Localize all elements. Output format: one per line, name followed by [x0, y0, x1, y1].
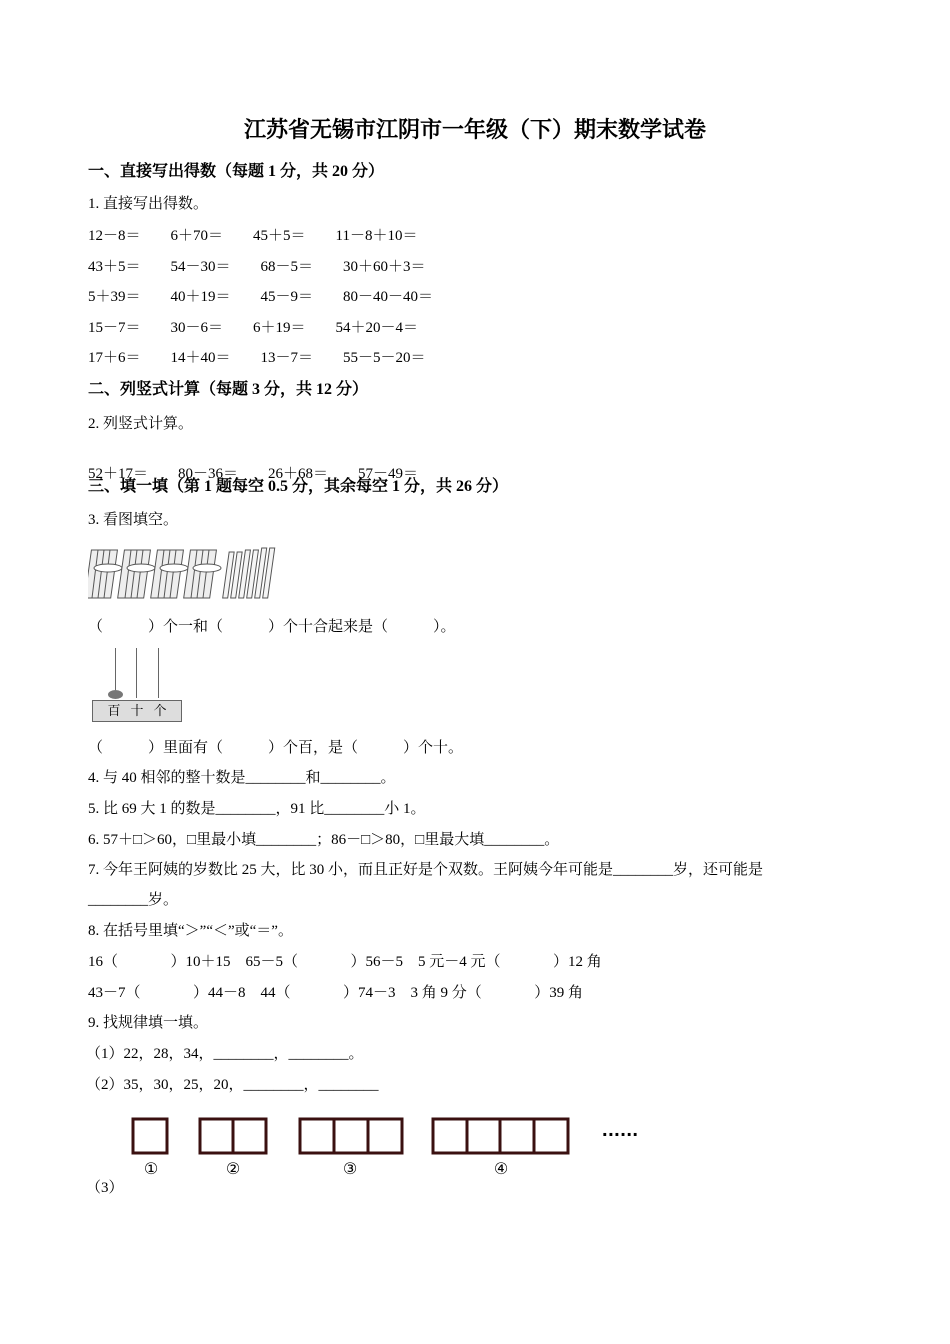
question-2: 2. 列竖式计算。 [88, 416, 194, 432]
abacus-image [92, 648, 182, 724]
calc-item: 57－49＝ [358, 466, 419, 482]
figure-label-2: ② [225, 1159, 241, 1178]
calc-item: 26＋68＝ [268, 466, 329, 482]
question-8: 8. 在括号里填“＞”“＜”或“＝”。 [88, 923, 293, 939]
question-7-cont: ________岁。 [88, 892, 179, 908]
calc-item: 52＋17＝ [88, 466, 149, 482]
arithmetic-item: 6＋19＝ [253, 319, 306, 336]
page-title: 江苏省无锡市江阴市一年级（下）期末数学试卷 [243, 117, 706, 142]
arithmetic-row [88, 318, 448, 338]
question-1: 1. 直接写出得数。 [88, 196, 209, 212]
question-3b: （ ）里面有（ ）个百，是（ ）个十。 [88, 740, 464, 756]
question-8-row-1: 16（ ）10＋15 65－5（ ）56－5 5 元－4 元（ ）12 角 [88, 954, 602, 970]
section-3-header: 三、填一填（第 1 题每空 0.5 分，其余每空 1 分，共 26 分） [88, 478, 509, 495]
question-7: 7. 今年王阿姨的岁数比 25 大，比 30 小，而且正好是个双数。王阿姨今年可能是________岁，还可能是 [88, 862, 764, 878]
arithmetic-item: 30－6＝ [170, 319, 224, 336]
question-8-row-2: 43－7（ ）44－8 44（ ）74－3 3 角 9 分（ ）39 角 [88, 985, 584, 1001]
arithmetic-item: 11－8＋10＝ [335, 228, 418, 244]
arithmetic-item: 15－7＝ [88, 319, 141, 336]
arithmetic-item: 17＋6＝ [88, 350, 141, 366]
arithmetic-item: 13－7＝ [260, 350, 314, 366]
question-6: 6. 57＋□＞60，□里最小填________；86－□＞80，□里最大填________。 [88, 832, 560, 848]
arithmetic-item: 80－40－40＝ [343, 289, 434, 305]
matchstick-squares-figure [128, 1112, 658, 1178]
arithmetic-item: 54＋20－4＝ [335, 319, 419, 336]
sticks-bundle-image [88, 546, 278, 604]
arithmetic-item: 43＋5＝ [88, 258, 141, 275]
question-3: 3. 看图填空。 [88, 512, 179, 528]
section-2-header: 二、列竖式计算（每题 3 分，共 12 分） [88, 381, 369, 398]
arithmetic-item: 40＋19＝ [170, 289, 231, 305]
abacus-label-tens: 十 [130, 703, 144, 718]
arithmetic-item: 14＋40＝ [170, 350, 231, 366]
question-9-1: （1）22，28，34，________，________。 [86, 1046, 364, 1062]
arithmetic-item: 55－5－20＝ [343, 350, 426, 366]
question-9-3: （3） [86, 1180, 124, 1196]
figure-label-3: ③ [342, 1159, 358, 1178]
question-3a: （ ）个一和（ ）个十合起来是（ ）。 [88, 619, 456, 635]
ellipsis-dots: ······ [601, 1125, 639, 1144]
arithmetic-item: 54－30＝ [170, 258, 231, 275]
arithmetic-item: 6＋70＝ [170, 228, 224, 244]
arithmetic-item: 12－8＝ [88, 228, 141, 244]
arithmetic-row [88, 226, 448, 246]
abacus-label-ones: 个 [153, 703, 167, 718]
figure-label-4: ④ [493, 1159, 509, 1178]
arithmetic-item: 45＋5＝ [253, 228, 306, 244]
arithmetic-item: 30＋60＋3＝ [343, 258, 426, 275]
question-9-2: （2）35，30，25，20，________，________ [86, 1077, 379, 1093]
question-5: 5. 比 69 大 1 的数是________，91 比________小 1。 [88, 801, 426, 817]
abacus-label-hundreds: 百 [107, 703, 121, 718]
question-9: 9. 找规律填一填。 [88, 1015, 209, 1031]
figure-label-1: ① [143, 1159, 159, 1178]
question-4: 4. 与 40 相邻的整十数是________和________。 [88, 770, 396, 786]
arithmetic-item: 68－5＝ [260, 258, 314, 275]
calc-item: 80－36＝ [178, 466, 239, 482]
arithmetic-item: 45－9＝ [260, 289, 314, 305]
arithmetic-row [88, 257, 456, 277]
section-1-header: 一、直接写出得数（每题 1 分，共 20 分） [88, 163, 385, 180]
arithmetic-row [88, 287, 463, 307]
arithmetic-item: 5＋39＝ [88, 289, 141, 305]
arithmetic-row [88, 348, 456, 368]
